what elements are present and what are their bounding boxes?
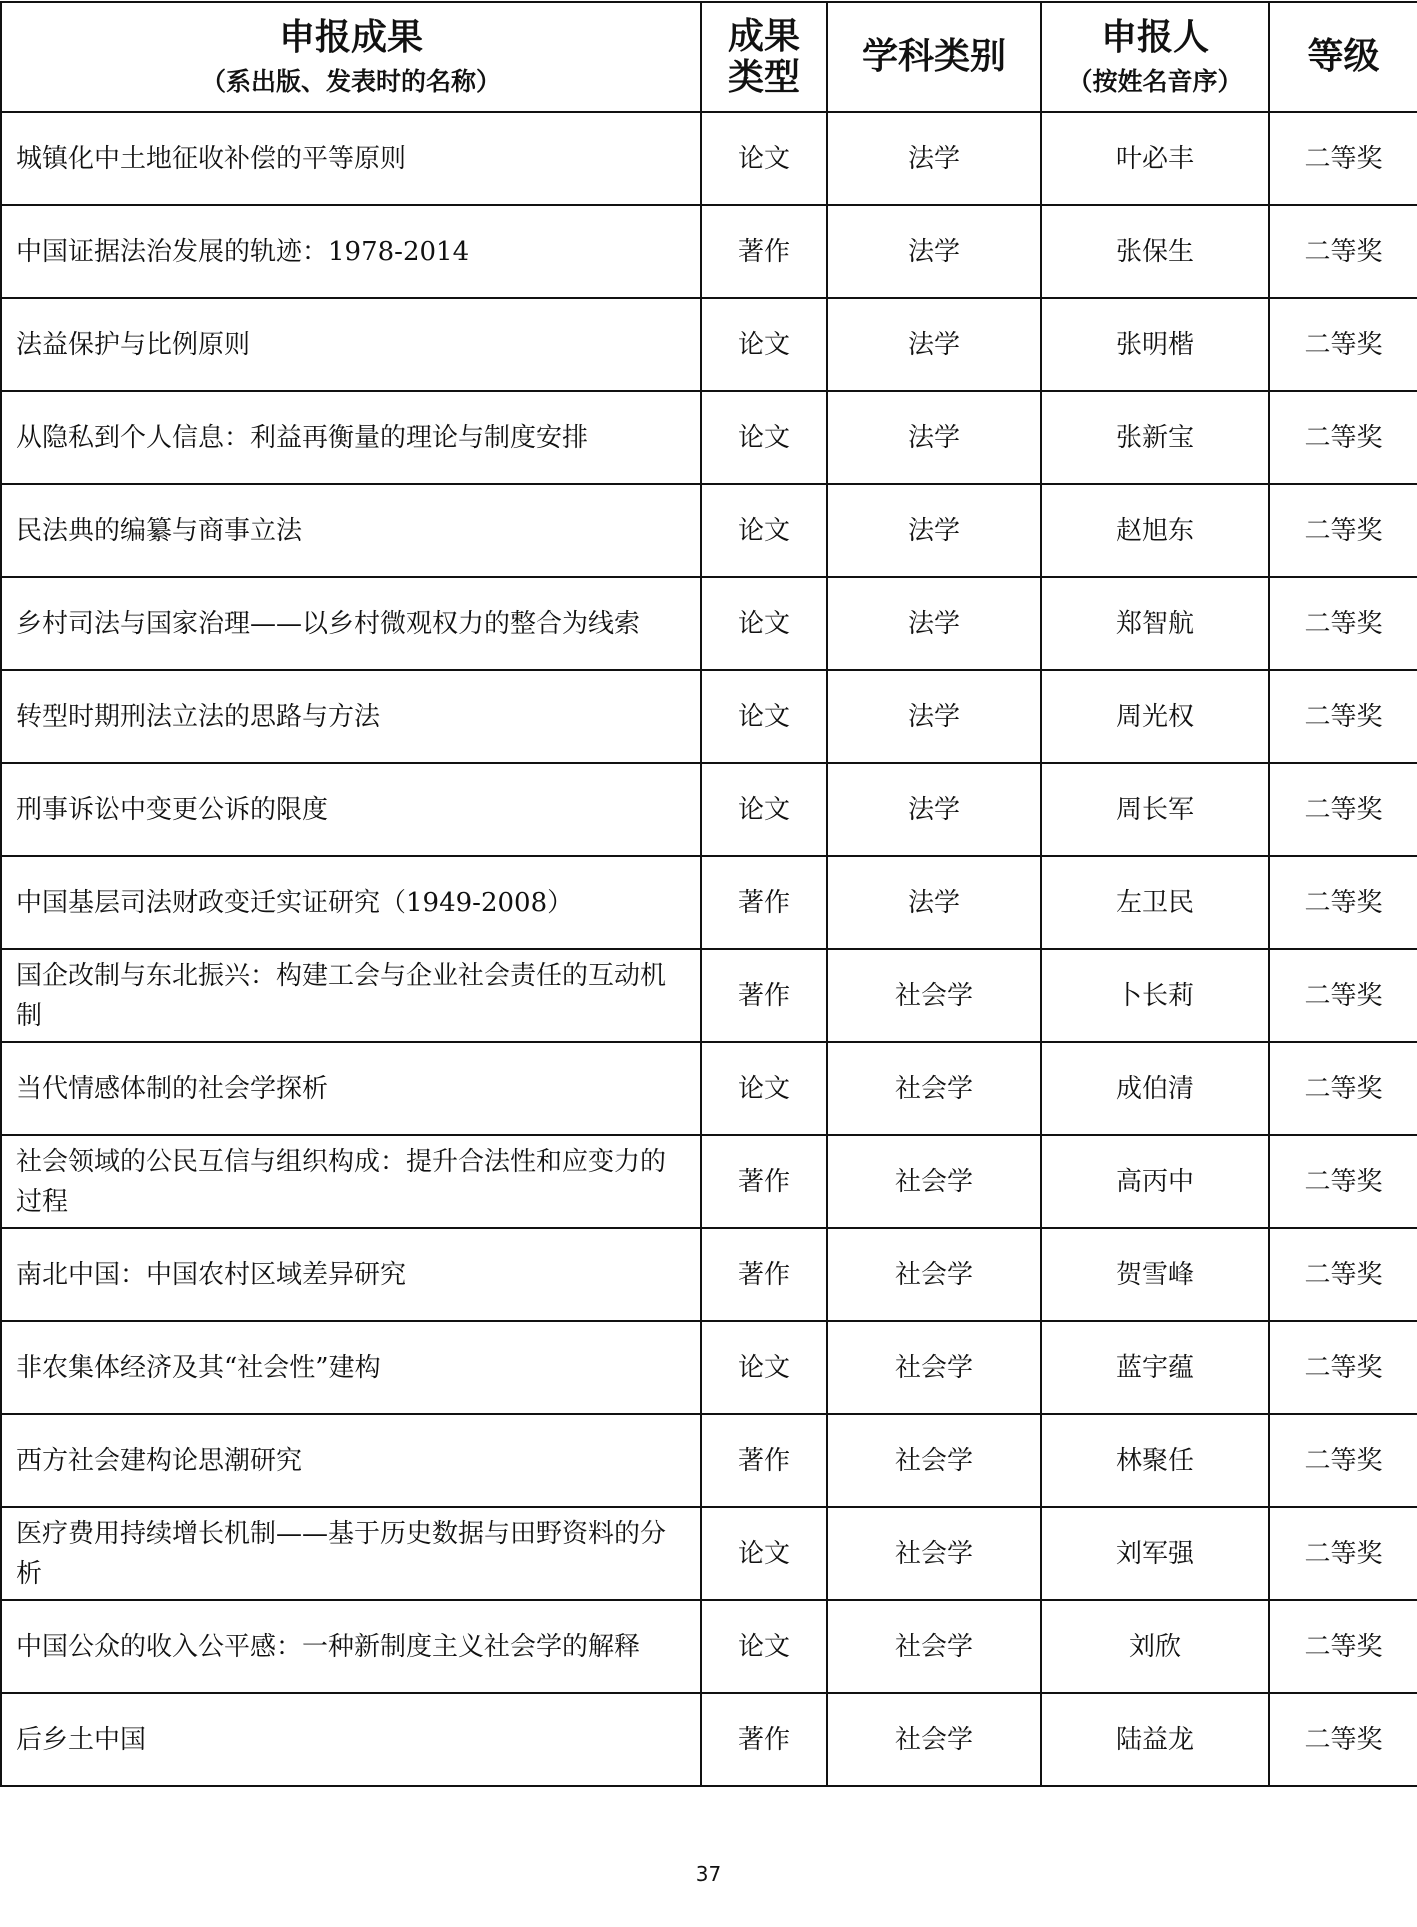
cell-title: 中国证据法治发展的轨迹：1978-2014: [1, 205, 701, 298]
cell-title: 当代情感体制的社会学探析: [1, 1042, 701, 1135]
cell-grade: 二等奖: [1269, 1042, 1417, 1135]
cell-applicant: 陆益龙: [1041, 1693, 1269, 1786]
table-row: [1, 391, 1417, 484]
header-title: [1, 2, 701, 112]
cell-title: 医疗费用持续增长机制——基于历史数据与田野资料的分析: [1, 1507, 701, 1600]
cell-grade: 二等奖: [1269, 856, 1417, 949]
cell-applicant: 张新宝: [1041, 391, 1269, 484]
header-grade: [1269, 2, 1417, 112]
table-row: [1, 1414, 1417, 1507]
cell-grade: 二等奖: [1269, 1693, 1417, 1786]
cell-discipline: 法学: [827, 484, 1041, 577]
page-number: 37: [695, 1862, 722, 1886]
cell-discipline: 法学: [827, 112, 1041, 205]
table-row: [1, 298, 1417, 391]
cell-title: 刑事诉讼中变更公诉的限度: [1, 763, 701, 856]
cell-grade: 二等奖: [1269, 1414, 1417, 1507]
cell-title: 社会领域的公民互信与组织构成：提升合法性和应变力的过程: [1, 1135, 701, 1228]
cell-type: 著作: [701, 1135, 827, 1228]
cell-applicant: 贺雪峰: [1041, 1228, 1269, 1321]
header-type-line2: 类型: [727, 57, 800, 98]
cell-discipline: 社会学: [827, 1693, 1041, 1786]
cell-grade: 二等奖: [1269, 1321, 1417, 1414]
header-grade-label: 等级: [1307, 36, 1380, 78]
header-applicant: [1041, 2, 1269, 112]
header-type: [701, 2, 827, 112]
table-row: [1, 949, 1417, 1042]
cell-title: 法益保护与比例原则: [1, 298, 701, 391]
cell-discipline: 法学: [827, 391, 1041, 484]
cell-grade: 二等奖: [1269, 391, 1417, 484]
table-row: [1, 1600, 1417, 1693]
header-discipline: [827, 2, 1041, 112]
cell-discipline: 法学: [827, 205, 1041, 298]
cell-discipline: 社会学: [827, 1321, 1041, 1414]
cell-title: 民法典的编纂与商事立法: [1, 484, 701, 577]
cell-grade: 二等奖: [1269, 1507, 1417, 1600]
cell-discipline: 法学: [827, 856, 1041, 949]
cell-discipline: 法学: [827, 763, 1041, 856]
cell-discipline: 社会学: [827, 949, 1041, 1042]
cell-grade: 二等奖: [1269, 949, 1417, 1042]
cell-applicant: 林聚任: [1041, 1414, 1269, 1507]
cell-grade: 二等奖: [1269, 670, 1417, 763]
table-row: [1, 856, 1417, 949]
cell-type: 论文: [701, 577, 827, 670]
cell-grade: 二等奖: [1269, 763, 1417, 856]
header-applicant-sub: （按姓名音序）: [1067, 67, 1243, 97]
cell-title: 中国基层司法财政变迁实证研究（1949-2008）: [1, 856, 701, 949]
cell-applicant: 左卫民: [1041, 856, 1269, 949]
cell-applicant: 刘军强: [1041, 1507, 1269, 1600]
cell-discipline: 社会学: [827, 1507, 1041, 1600]
cell-type: 论文: [701, 1507, 827, 1600]
cell-applicant: 蓝宇蕴: [1041, 1321, 1269, 1414]
cell-applicant: 赵旭东: [1041, 484, 1269, 577]
cell-grade: 二等奖: [1269, 298, 1417, 391]
awards-table-container: [0, 1, 1417, 1787]
cell-title: 南北中国：中国农村区域差异研究: [1, 1228, 701, 1321]
table-body: [1, 112, 1417, 1786]
table-row: [1, 1507, 1417, 1600]
cell-applicant: 郑智航: [1041, 577, 1269, 670]
awards-table: [0, 1, 1417, 1787]
cell-discipline: 法学: [827, 670, 1041, 763]
cell-title: 国企改制与东北振兴：构建工会与企业社会责任的互动机制: [1, 949, 701, 1042]
table-row: [1, 1042, 1417, 1135]
cell-type: 论文: [701, 1042, 827, 1135]
header-discipline-label: 学科类别: [861, 36, 1006, 78]
table-row: [1, 1693, 1417, 1786]
cell-grade: 二等奖: [1269, 112, 1417, 205]
table-row: [1, 577, 1417, 670]
cell-applicant: 高丙中: [1041, 1135, 1269, 1228]
cell-type: 论文: [701, 391, 827, 484]
cell-type: 著作: [701, 856, 827, 949]
cell-grade: 二等奖: [1269, 205, 1417, 298]
cell-applicant: 周光权: [1041, 670, 1269, 763]
table-row: [1, 1228, 1417, 1321]
cell-applicant: 刘欣: [1041, 1600, 1269, 1693]
table-row: [1, 112, 1417, 205]
cell-type: 论文: [701, 298, 827, 391]
cell-type: 论文: [701, 1321, 827, 1414]
cell-title: 城镇化中土地征收补偿的平等原则: [1, 112, 701, 205]
cell-title: 非农集体经济及其“社会性”建构: [1, 1321, 701, 1414]
cell-applicant: 卜长莉: [1041, 949, 1269, 1042]
cell-applicant: 成伯清: [1041, 1042, 1269, 1135]
header-title-sub: （系出版、发表时的名称）: [200, 67, 501, 97]
cell-type: 论文: [701, 763, 827, 856]
table-header: [1, 2, 1417, 112]
header-row: [1, 2, 1417, 112]
cell-grade: 二等奖: [1269, 1135, 1417, 1228]
cell-applicant: 张明楷: [1041, 298, 1269, 391]
table-row: [1, 1321, 1417, 1414]
cell-title: 中国公众的收入公平感：一种新制度主义社会学的解释: [1, 1600, 701, 1693]
cell-grade: 二等奖: [1269, 1600, 1417, 1693]
cell-discipline: 法学: [827, 298, 1041, 391]
table-row: [1, 670, 1417, 763]
cell-grade: 二等奖: [1269, 577, 1417, 670]
cell-grade: 二等奖: [1269, 484, 1417, 577]
table-row: [1, 763, 1417, 856]
cell-applicant: 叶必丰: [1041, 112, 1269, 205]
cell-grade: 二等奖: [1269, 1228, 1417, 1321]
cell-title: 乡村司法与国家治理——以乡村微观权力的整合为线索: [1, 577, 701, 670]
cell-type: 论文: [701, 484, 827, 577]
cell-title: 西方社会建构论思潮研究: [1, 1414, 701, 1507]
cell-discipline: 社会学: [827, 1228, 1041, 1321]
header-applicant-main: 申报人: [1100, 16, 1209, 58]
cell-discipline: 法学: [827, 577, 1041, 670]
table-row: [1, 1135, 1417, 1228]
cell-title: 后乡土中国: [1, 1693, 701, 1786]
cell-type: 论文: [701, 670, 827, 763]
cell-type: 论文: [701, 112, 827, 205]
table-row: [1, 484, 1417, 577]
cell-type: 著作: [701, 1693, 827, 1786]
cell-discipline: 社会学: [827, 1042, 1041, 1135]
cell-type: 著作: [701, 949, 827, 1042]
cell-discipline: 社会学: [827, 1135, 1041, 1228]
cell-discipline: 社会学: [827, 1600, 1041, 1693]
header-title-main: 申报成果: [278, 16, 423, 58]
cell-type: 论文: [701, 1600, 827, 1693]
cell-applicant: 张保生: [1041, 205, 1269, 298]
cell-applicant: 周长军: [1041, 763, 1269, 856]
cell-type: 著作: [701, 1414, 827, 1507]
cell-discipline: 社会学: [827, 1414, 1041, 1507]
cell-title: 转型时期刑法立法的思路与方法: [1, 670, 701, 763]
table-row: [1, 205, 1417, 298]
cell-type: 著作: [701, 1228, 827, 1321]
cell-title: 从隐私到个人信息：利益再衡量的理论与制度安排: [1, 391, 701, 484]
header-type-line1: 成果: [727, 15, 800, 57]
cell-type: 著作: [701, 205, 827, 298]
